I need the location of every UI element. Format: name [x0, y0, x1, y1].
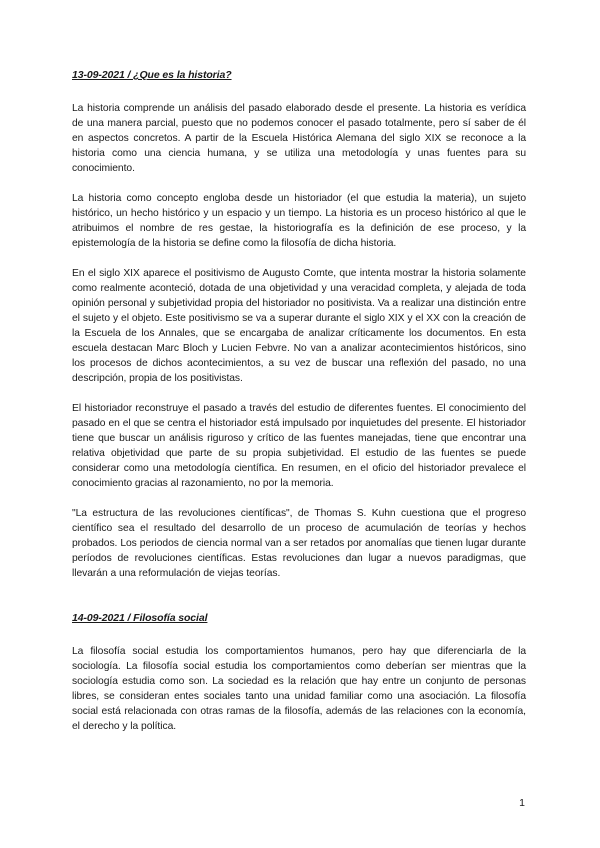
paragraph: El historiador reconstruye el pasado a través del estudio de diferentes fuentes. El conocimiento del pasado en el que se centra el historiador está impulsado por inquietudes del presente. El historiador tiene que buscar un análisis riguroso y crítico de las fuentes manejadas, tiene que encontrar una relativa objetividad que parte de su propia subjetividad. El estudio de las fuentes se puede considerar como una metodología científica. En resumen, en el oficio del historiador prevalece el conocimiento gracias al razonamiento, no por la memoria.	[72, 403, 526, 489]
paragraph: La historia comprende un análisis del pasado elaborado desde el presente. La historia es verídica de una manera parcial, puesto que no podemos conocer el pasado totalmente, pero sí saber de él en aspectos concretos. A partir de la Escuela Histórica Alemana del siglo XIX se reconoce a la historia como una ciencia humana, y se utiliza una metodología y unas fuentes para su conocimiento.	[72, 103, 526, 174]
paragraph: En el siglo XIX aparece el positivismo de Augusto Comte, que intenta mostrar la historia solamente como realmente aconteció, dotada de una objetividad y una veracidad completa, y alejada de toda opinión personal y subjetividad propia del historiador no positivista. Va a realizar una distinción entre el sujeto y el objeto. Este positivismo se va a superar durante el siglo XIX y el XX con la creación de la Escuela de los Annales, que se encargaba de analizar críticamente los documentos. En esta escuela destacan Marc Bloch y Lucien Febvre. No van a analizar acontecimientos históricos, sino los procesos de dichos acontecimientos, a su vez de buscar una reflexión del pasado, no una descripción, propia de los positivistas.	[72, 268, 526, 384]
page-number: 1	[519, 797, 525, 809]
section-heading-filosofia-social: 14-09-2021 / Filosofía social	[72, 612, 208, 624]
document-content	[72, 68, 526, 749]
paragraph: La historia como concepto engloba desde un historiador (el que estudia la materia), un sujeto histórico, un hecho histórico y un espacio y un tiempo. La historia es un proceso histórico al que le atribuimos el nombre de res gestae, la historiografía es la definición de ese proceso, y la epistemología de la historia se define como la filosofía de dicha historia.	[72, 193, 526, 249]
section-heading-historia: 13-09-2021 / ¿Que es la historia?	[72, 69, 232, 81]
paragraph: La filosofía social estudia los comportamientos humanos, pero hay que diferenciarla de la sociología. La filosofía social estudia los comportamientos como deberían ser mientras que la sociología estudia como son. La sociedad es la relación que hay entre un conjunto de personas libres, se consideran entes sociales tanto una unidad familiar como una asociación. La filosofía social está relacionada con otras ramas de la filosofía, además de las relaciones con la economía, el derecho y la política.	[72, 646, 526, 732]
section-spacer	[72, 596, 526, 611]
paragraph: "La estructura de las revoluciones científicas", de Thomas S. Kuhn cuestiona que el progreso científico sea el resultado del desarrollo de un proceso de acumulación de teorías y hechos probados. Los periodos de ciencia normal van a ser retados por anomalías que tienen lugar durante períodos de revoluciones científicas. Estas revoluciones dan lugar a nuevos paradigmas, que llevarán a una reformulación de viejas teorías.	[72, 508, 526, 579]
